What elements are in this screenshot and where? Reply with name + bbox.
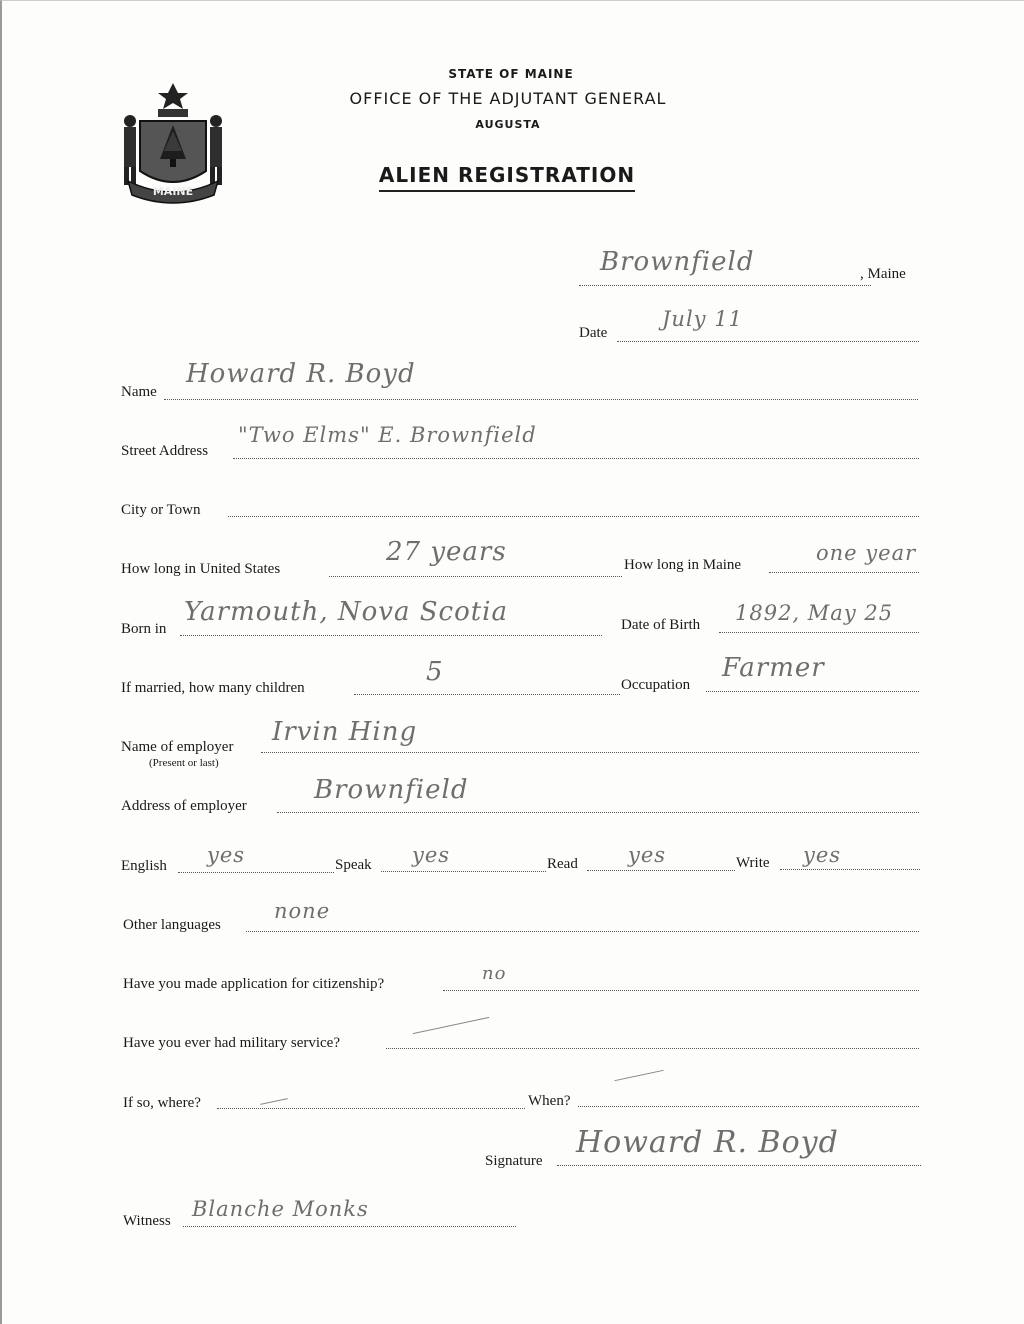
how-long-maine-value[interactable]: one year: [816, 541, 917, 565]
where-check-mark: [260, 1098, 288, 1105]
date-of-birth-value[interactable]: 1892, May 25: [735, 601, 894, 625]
born-in-value[interactable]: Yarmouth, Nova Scotia: [184, 597, 508, 627]
employer-name-label: Name of employer: [121, 739, 234, 755]
how-long-us-value[interactable]: 27 years: [386, 537, 507, 567]
town-label: , Maine: [860, 266, 906, 282]
born-in-label: Born in: [121, 621, 167, 637]
english-label: English: [121, 858, 167, 874]
write-value[interactable]: yes: [803, 843, 842, 867]
occupation-value[interactable]: Farmer: [722, 653, 825, 683]
military-label: Have you ever had military service?: [123, 1035, 340, 1051]
write-label: Write: [736, 855, 770, 871]
how-long-maine-label: How long in Maine: [624, 557, 742, 573]
other-languages-value[interactable]: none: [274, 899, 331, 923]
name-value[interactable]: Howard R. Boyd: [186, 359, 416, 389]
children-value[interactable]: 5: [426, 657, 444, 687]
employer-address-value[interactable]: Brownfield: [314, 775, 469, 805]
how-long-us-label: How long in United States: [121, 561, 281, 577]
children-label: If married, how many children: [121, 680, 305, 696]
date-of-birth-label: Date of Birth: [621, 617, 701, 633]
street-address-value[interactable]: "Two Elms" E. Brownfield: [238, 423, 537, 447]
when-check-mark: [614, 1070, 663, 1081]
date-label: Date: [579, 325, 608, 341]
signature-label: Signature: [485, 1153, 543, 1169]
city-heading: AUGUSTA: [475, 118, 541, 131]
office-heading: OFFICE OF THE ADJUTANT GENERAL: [349, 89, 667, 108]
employer-name-value[interactable]: Irvin Hing: [272, 717, 418, 747]
witness-label: Witness: [123, 1213, 171, 1229]
when-label: When?: [528, 1093, 571, 1109]
employer-address-label: Address of employer: [121, 798, 247, 814]
speak-value[interactable]: yes: [412, 843, 451, 867]
state-heading: STATE OF MAINE: [448, 67, 574, 81]
citizenship-value[interactable]: no: [482, 963, 507, 984]
military-check-mark: [413, 1017, 490, 1034]
speak-label: Speak: [335, 857, 372, 873]
witness-value[interactable]: Blanche Monks: [192, 1197, 369, 1221]
employer-name-sublabel: (Present or last): [149, 757, 219, 769]
street-address-label: Street Address: [121, 443, 209, 459]
town-value[interactable]: Brownfield: [600, 247, 755, 277]
name-label: Name: [121, 384, 157, 400]
english-value[interactable]: yes: [207, 843, 246, 867]
where-label: If so, where?: [123, 1095, 201, 1111]
form-title: ALIEN REGISTRATION: [379, 163, 635, 192]
read-value[interactable]: yes: [628, 843, 667, 867]
seal-text: MAINE: [152, 185, 194, 198]
read-label: Read: [547, 856, 578, 872]
date-value[interactable]: July 11: [662, 307, 743, 331]
citizenship-label: Have you made application for citizenship?: [123, 976, 385, 992]
occupation-label: Occupation: [621, 677, 691, 693]
other-languages-label: Other languages: [123, 917, 221, 933]
signature-value[interactable]: Howard R. Boyd: [576, 1125, 839, 1160]
city-label: City or Town: [121, 502, 201, 518]
